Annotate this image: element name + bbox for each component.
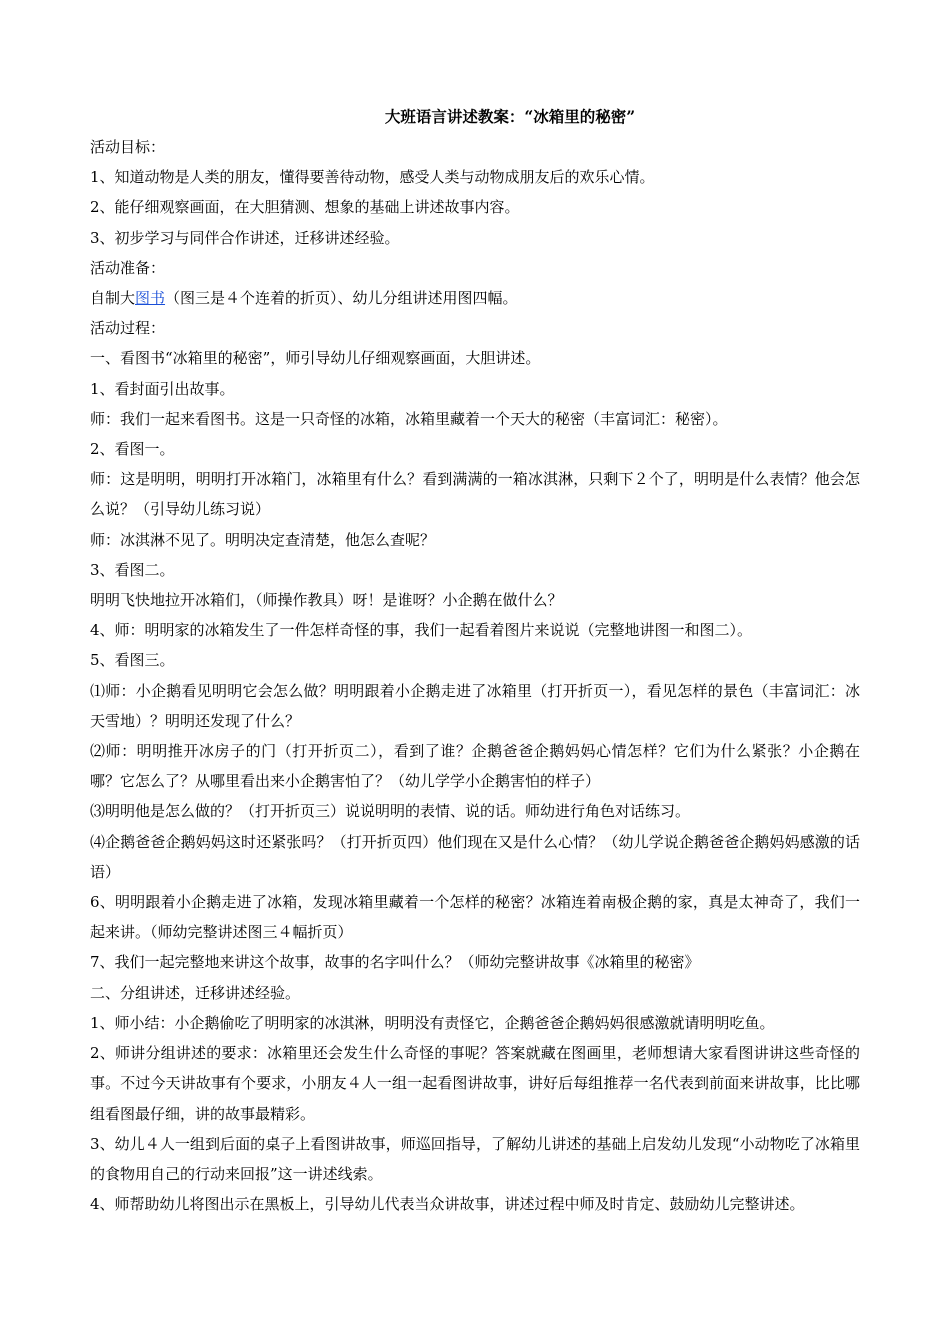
step-item: 1、师小结：小企鹅偷吃了明明家的冰淇淋，明明没有责怪它，企鹅爸爸企鹅妈妈很感激就请明明吃鱼。 (90, 1013, 775, 1032)
goals-heading: 活动目标： (90, 138, 166, 156)
sub-step-item: ⑷企鹅爸爸企鹅妈妈这时还紧张吗？（打开折页四）他们现在又是什么心情？（幼儿学说企鹅爸爸企鹅妈妈感激的话语） (90, 832, 860, 881)
process-heading: 活动过程： (90, 319, 166, 338)
step-item: 3、幼儿４人一组到后面的桌子上看图讲故事，师巡回指导，了解幼儿讲述的基础上启发幼儿发现“小动物吃了冰箱里的食物用自己的行动来回报”这一讲述线索。 (90, 1134, 860, 1183)
step-item: 6、明明跟着小企鹅走进了冰箱，发现冰箱里藏着一个怎样的秘密？冰箱连着南极企鹅的家，真是太神奇了，我们一起来讲。（师幼完整讲述图三４幅折页） (90, 893, 860, 942)
teacher-dialogue: 师：冰淇淋不见了。明明决定查清楚，他怎么查呢？ (90, 530, 436, 549)
step-item: 5、看图三。 (90, 651, 175, 670)
step-item: 3、看图二。 (90, 560, 175, 579)
prep-text-after: （图三是４个连着的折页）、幼儿分组讲述用图四幅。 (165, 289, 518, 308)
step-item: 1、看封面引出故事。 (90, 379, 235, 398)
teacher-dialogue: 师：我们一起来看图书。这是一只奇怪的冰箱，冰箱里藏着一个天大的秘密（丰富词汇：秘密）。 (90, 409, 728, 428)
section-heading: 二、分组讲述，迁移讲述经验。 (90, 983, 301, 1002)
document-page (90, 102, 860, 1219)
prep-heading: 活动准备： (90, 258, 166, 277)
document-title: 大班语言讲述教案：“冰箱里的秘密” (384, 107, 636, 126)
sub-step-item: ⑴师：小企鹅看见明明它会怎么做？明明跟着小企鹅走进了冰箱里（打开折页一），看见怎样的景色（丰富词汇：冰天雪地）？明明还发现了什么？ (90, 681, 860, 730)
prep-text (90, 283, 860, 313)
step-item: 2、师讲分组讲述的要求：冰箱里还会发生什么奇怪的事呢？答案就藏在图画里，老师想请大家看图讲讲这些奇怪的事。不过今天讲故事有个要求，小朋友４人一组一起看图讲故事，讲好后每组推荐一名代表到前面来讲故事，比比哪组看图最仔细，讲的故事最精彩。 (90, 1044, 860, 1123)
story-text: 明明飞快地拉开冰箱们，（师操作教具）呀！是谁呀？小企鹅在做什么？ (90, 591, 563, 610)
sub-step-item: ⑶明明他是怎么做的？（打开折页三）说说明明的表情、说的话。师幼进行角色对话练习。 (90, 802, 691, 821)
picture-book-link[interactable]: 图书 (135, 289, 166, 308)
goal-item: 3、初步学习与同伴合作讲述，迁移讲述经验。 (90, 228, 400, 247)
teacher-dialogue: 师：这是明明，明明打开冰箱门，冰箱里有什么？看到满满的一箱冰淇淋，只剩下２个了，明明是什么表情？他会怎么说？（引导幼儿练习说） (90, 470, 860, 519)
goal-item: 2、能仔细观察画面，在大胆猜测、想象的基础上讲述故事内容。 (90, 198, 520, 217)
section-heading: 一、看图书“冰箱里的秘密”，师引导幼儿仔细观察画面，大胆讲述。 (90, 349, 541, 368)
sub-step-item: ⑵师：明明推开冰房子的门（打开折页二），看到了谁？企鹅爸爸企鹅妈妈心情怎样？它们为什么紧张？小企鹅在哪？它怎么了？从哪里看出来小企鹅害怕了？（幼儿学学小企鹅害怕的样子） (90, 742, 860, 791)
prep-text-before: 自制大 (90, 289, 136, 308)
step-item: 2、看图一。 (90, 440, 175, 459)
goal-item: 1、知道动物是人类的朋友，懂得要善待动物，感受人类与动物成朋友后的欢乐心情。 (90, 168, 655, 187)
step-item: 4、师：明明家的冰箱发生了一件怎样奇怪的事，我们一起看着图片来说说（完整地讲图一和图二）。 (90, 621, 753, 640)
step-item: 4、师帮助幼儿将图出示在黑板上，引导幼儿代表当众讲故事，讲述过程中师及时肯定、鼓励幼儿完整讲述。 (90, 1195, 805, 1214)
step-item: 7、我们一起完整地来讲这个故事，故事的名字叫什么？（师幼完整讲故事《冰箱里的秘密》 (90, 953, 700, 972)
